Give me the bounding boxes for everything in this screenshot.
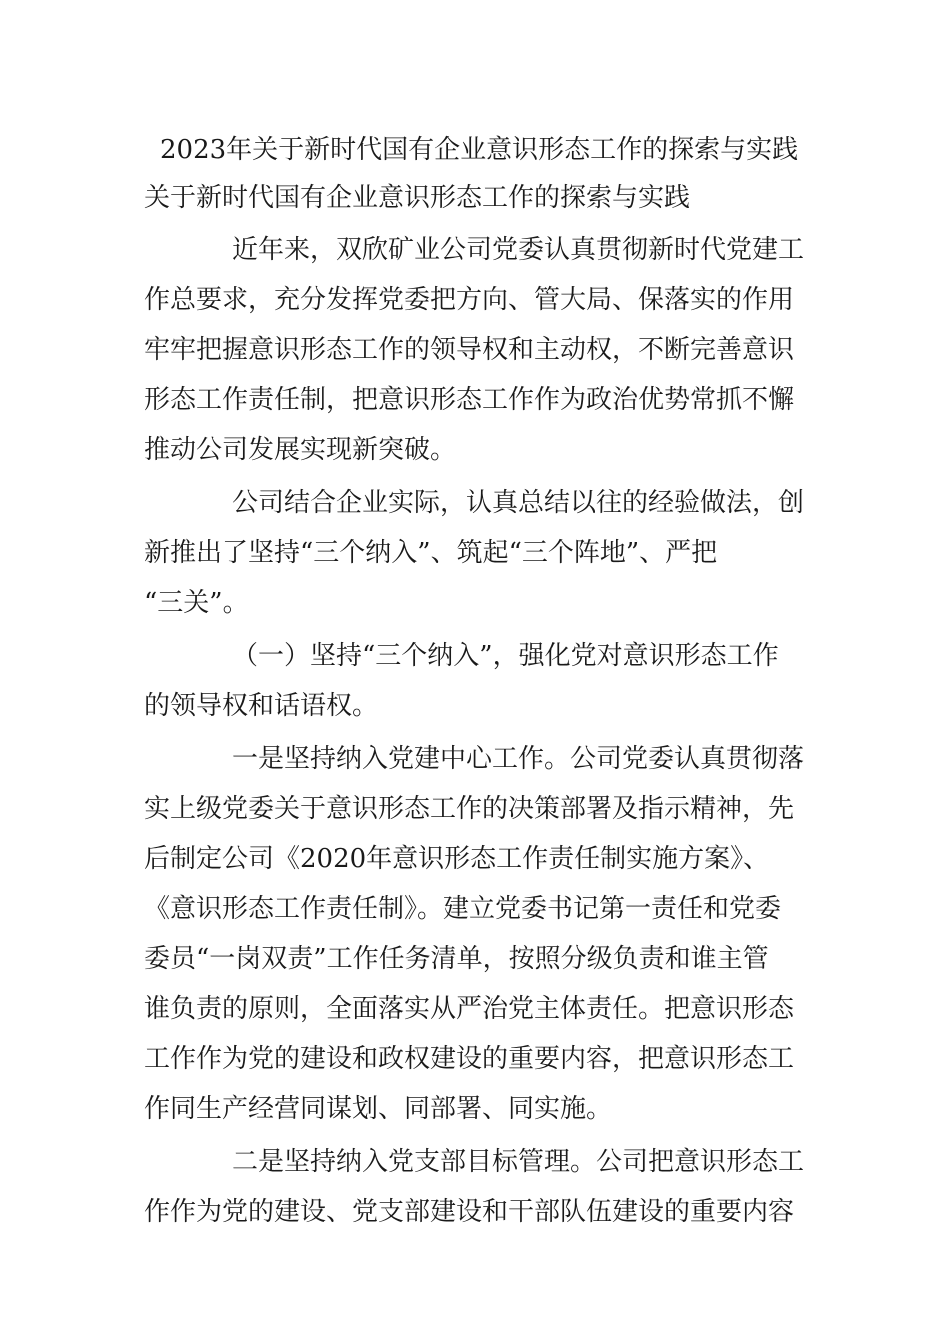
paragraph-line: 牢牢把握意识形态工作的领导权和主动权，不断完善意识 xyxy=(144,335,795,365)
paragraph-intro xyxy=(144,222,814,475)
paragraph-line: 作同生产经营同谋划、同部署、同实施。 xyxy=(144,1094,613,1124)
paragraph-line: “三关”。 xyxy=(144,588,249,618)
paragraph-line: 作总要求，充分发挥党委把方向、管大局、保落实的作用 xyxy=(144,285,795,315)
paragraph-point-two xyxy=(144,1134,814,1237)
paragraph-line: 二是坚持纳入党支部目标管理。公司把意识形态工 xyxy=(232,1147,805,1177)
paragraph-line: 工作作为党的建设和政权建设的重要内容，把意识形态工 xyxy=(144,1044,795,1074)
paragraph-line: 作作为党的建设、党支部建设和干部队伍建设的重要内容 xyxy=(144,1197,795,1227)
paragraph-line: 公司结合企业实际，认真总结以往的经验做法，创 xyxy=(232,488,805,518)
paragraph-line: 形态工作责任制，把意识形态工作作为政治优势常抓不懈 xyxy=(144,385,795,415)
paragraph-overview xyxy=(144,475,814,628)
paragraph-line: （一）坚持“三个纳入”，强化党对意识形态工作 xyxy=(232,641,779,671)
section-heading-one xyxy=(144,628,814,731)
paragraph-line: 委员“一岗双责”工作任务清单，按照分级负责和谁主管 xyxy=(144,944,769,974)
paragraph-line: 后制定公司《2020年意识形态工作责任制实施方案》、 xyxy=(144,844,770,874)
document-title: 2023年关于新时代国有企业意识形态工作的探索与实践 xyxy=(160,135,799,165)
paragraph-line: 一是坚持纳入党建中心工作。公司党委认真贯彻落 xyxy=(232,744,805,774)
paragraph-line: 近年来，双欣矿业公司党委认真贯彻新时代党建工 xyxy=(232,235,805,265)
document-subtitle: 关于新时代国有企业意识形态工作的探索与实践 xyxy=(144,183,691,213)
paragraph-line: 新推出了坚持“三个纳入”、筑起“三个阵地”、严把 xyxy=(144,538,718,568)
paragraph-line: 谁负责的原则，全面落实从严治党主体责任。把意识形态 xyxy=(144,994,795,1024)
paragraph-line: 实上级党委关于意识形态工作的决策部署及指示精神，先 xyxy=(144,794,795,824)
document-body xyxy=(144,126,814,1237)
paragraph-point-one xyxy=(144,731,814,1134)
paragraph-line: 《意识形态工作责任制》。建立党委书记第一责任和党委 xyxy=(144,894,782,924)
paragraph-line: 的领导权和话语权。 xyxy=(144,691,379,721)
paragraph-line: 推动公司发展实现新突破。 xyxy=(144,435,457,465)
